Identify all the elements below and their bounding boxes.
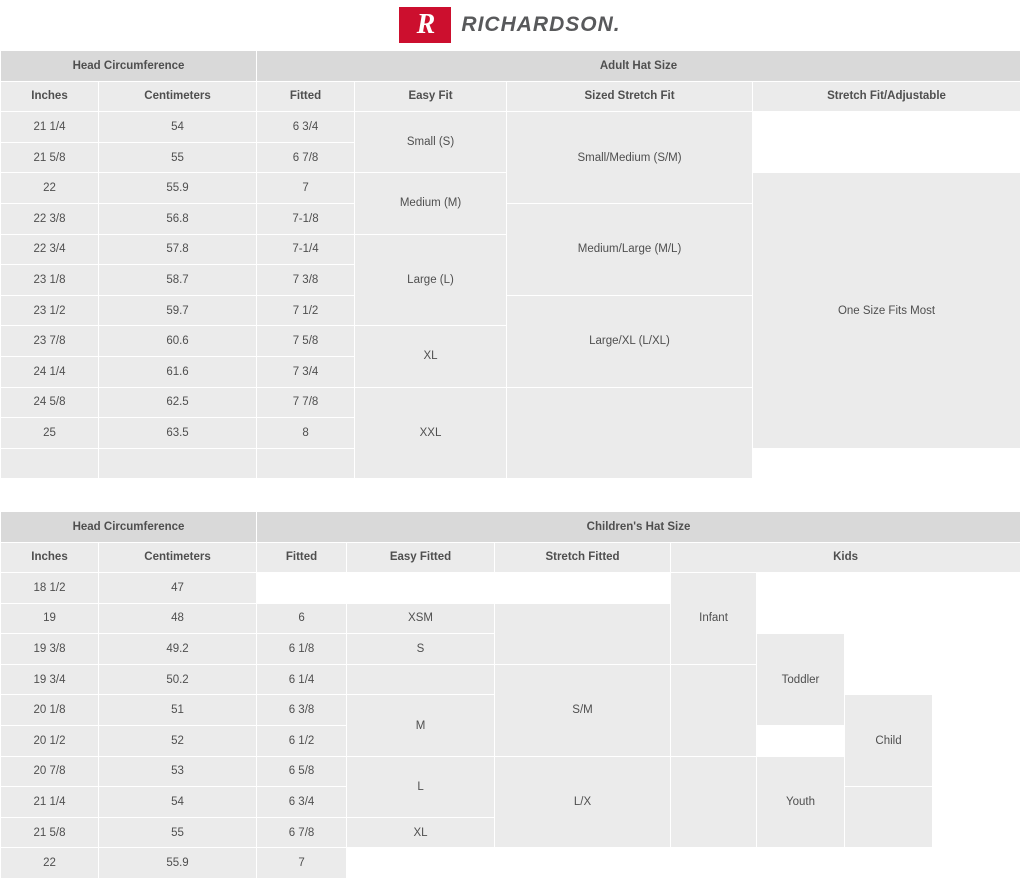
children-easy-fitted: XL <box>347 817 495 848</box>
children-kids-infant: Infant <box>671 573 757 665</box>
adult-group-header-row <box>1 51 1020 82</box>
children-inches: 18 1/2 <box>1 573 99 604</box>
adult-fitted: 7-1/4 <box>257 234 355 265</box>
adult-inches: 22 <box>1 173 99 204</box>
children-inches: 21 1/4 <box>1 787 99 818</box>
children-kids-child <box>845 573 933 604</box>
children-fitted: 6 7/8 <box>257 817 347 848</box>
adult-centimeters: 62.5 <box>99 387 257 418</box>
adult-fitted: 7 1/2 <box>257 295 355 326</box>
adult-hat-size-table <box>0 50 1020 479</box>
children-column-header-row <box>1 542 1020 573</box>
adult-col-inches: Inches <box>1 81 99 112</box>
children-centimeters: 53 <box>99 756 257 787</box>
adult-sized-stretch-fit: Small/Medium (S/M) <box>507 112 753 204</box>
children-easy-fitted <box>347 664 495 695</box>
adult-inches: 21 1/4 <box>1 112 99 143</box>
children-easy-fitted <box>347 848 495 879</box>
adult-centimeters: 60.6 <box>99 326 257 357</box>
adult-sized-stretch-fit: Large/XL (L/XL) <box>507 295 753 387</box>
adult-easy-fit: Large (L) <box>355 234 507 326</box>
table-row <box>1 603 1020 634</box>
children-stretch-fitted <box>495 603 671 664</box>
children-centimeters: 47 <box>99 573 257 604</box>
children-stretch-fitted: S/M <box>495 664 671 756</box>
table-row <box>1 573 1020 604</box>
adult-centimeters: 55 <box>99 142 257 173</box>
adult-inches: 22 3/8 <box>1 203 99 234</box>
adult-centimeters: 57.8 <box>99 234 257 265</box>
children-kids-child: Child <box>845 695 933 787</box>
children-fitted: 6 <box>257 603 347 634</box>
children-inches: 21 5/8 <box>1 817 99 848</box>
adult-centimeters: 54 <box>99 112 257 143</box>
children-centimeters: 49.2 <box>99 634 257 665</box>
adult-fitted: 6 3/4 <box>257 112 355 143</box>
brand-logo-bar <box>0 0 1020 50</box>
children-stretch-fitted <box>495 848 671 879</box>
children-group-head-circumference: Head Circumference <box>1 511 257 542</box>
adult-centimeters: 56.8 <box>99 203 257 234</box>
children-inches: 20 7/8 <box>1 756 99 787</box>
children-fitted: 6 3/8 <box>257 695 347 726</box>
children-kids-youth: Youth <box>757 756 845 848</box>
adult-group-head-circumference: Head Circumference <box>1 51 257 82</box>
children-centimeters: 50.2 <box>99 664 257 695</box>
children-fitted: 6 1/2 <box>257 726 347 757</box>
children-fitted <box>257 573 347 604</box>
adult-sized-stretch-fit <box>507 387 753 479</box>
children-inches: 20 1/2 <box>1 726 99 757</box>
adult-inches: 24 5/8 <box>1 387 99 418</box>
adult-easy-fit: XXL <box>355 387 507 479</box>
adult-easy-fit: Small (S) <box>355 112 507 173</box>
children-kids-youth <box>933 848 1020 879</box>
logo-mark-letter: R <box>417 11 435 39</box>
adult-stretch-fit-adjustable <box>753 112 1020 143</box>
children-kids-toddler <box>757 603 845 634</box>
adult-col-sized-stretch-fit: Sized Stretch Fit <box>507 81 753 112</box>
children-kids-child <box>845 603 933 634</box>
adult-fitted: 7 7/8 <box>257 387 355 418</box>
adult-col-centimeters: Centimeters <box>99 81 257 112</box>
children-kids-child <box>845 848 933 879</box>
children-col-centimeters: Centimeters <box>99 542 257 573</box>
richardson-wordmark: RICHARDSON. <box>461 13 620 37</box>
children-inches: 20 1/8 <box>1 695 99 726</box>
adult-centimeters: 61.6 <box>99 356 257 387</box>
table-row <box>1 112 1020 143</box>
children-kids-youth <box>933 634 1020 665</box>
children-col-easy-fitted: Easy Fitted <box>347 542 495 573</box>
children-fitted: 6 1/4 <box>257 664 347 695</box>
children-group-hat-size: Children's Hat Size <box>257 511 1020 542</box>
table-row <box>1 848 1020 879</box>
adult-sized-stretch-fit: Medium/Large (M/L) <box>507 203 753 295</box>
adult-inches: 22 3/4 <box>1 234 99 265</box>
adult-col-easy-fit: Easy Fit <box>355 81 507 112</box>
children-kids-toddler <box>757 573 845 604</box>
adult-inches: 25 <box>1 418 99 449</box>
children-fitted: 6 1/8 <box>257 634 347 665</box>
children-stretch-fitted <box>495 573 671 604</box>
children-inches: 22 <box>1 848 99 879</box>
children-easy-fitted: M <box>347 695 495 756</box>
adult-fitted <box>257 448 355 479</box>
adult-centimeters: 63.5 <box>99 418 257 449</box>
children-kids-youth <box>933 573 1020 604</box>
children-centimeters: 54 <box>99 787 257 818</box>
adult-inches: 21 5/8 <box>1 142 99 173</box>
children-inches: 19 <box>1 603 99 634</box>
children-kids-youth <box>933 695 1020 726</box>
children-hat-size-table <box>0 511 1020 879</box>
children-easy-fitted: S <box>347 634 495 665</box>
children-col-fitted: Fitted <box>257 542 347 573</box>
children-kids-toddler <box>757 848 845 879</box>
adult-easy-fit: XL <box>355 326 507 387</box>
children-col-stretch-fitted: Stretch Fitted <box>495 542 671 573</box>
children-kids-infant-filler <box>671 664 757 756</box>
children-kids-toddler: Toddler <box>757 634 845 726</box>
adult-easy-fit: Medium (M) <box>355 173 507 234</box>
adult-inches <box>1 448 99 479</box>
adult-stretch-fit-adjustable: One Size Fits Most <box>753 173 1020 448</box>
children-easy-fitted: XSM <box>347 603 495 634</box>
children-centimeters: 51 <box>99 695 257 726</box>
adult-stretch-fit-adjustable <box>753 448 1020 479</box>
adult-centimeters <box>99 448 257 479</box>
adult-fitted: 7 5/8 <box>257 326 355 357</box>
children-col-kids: Kids <box>671 542 1020 573</box>
children-centimeters: 52 <box>99 726 257 757</box>
children-kids-youth <box>933 664 1020 695</box>
children-kids-youth <box>933 603 1020 634</box>
adult-fitted: 7-1/8 <box>257 203 355 234</box>
children-col-inches: Inches <box>1 542 99 573</box>
table-spacer <box>0 479 1020 511</box>
adult-col-fitted: Fitted <box>257 81 355 112</box>
children-kids-child <box>845 664 933 695</box>
adult-fitted: 6 7/8 <box>257 142 355 173</box>
adult-centimeters: 55.9 <box>99 173 257 204</box>
adult-fitted: 7 3/8 <box>257 265 355 296</box>
adult-group-hat-size: Adult Hat Size <box>257 51 1020 82</box>
richardson-logo-mark <box>399 7 451 43</box>
adult-stretch-fit-adjustable <box>753 142 1020 173</box>
adult-fitted: 7 3/4 <box>257 356 355 387</box>
children-centimeters: 55.9 <box>99 848 257 879</box>
children-inches: 19 3/8 <box>1 634 99 665</box>
children-kids-toddler-filler <box>671 756 757 848</box>
spacer-cell <box>1 480 1020 511</box>
children-group-header-row <box>1 511 1020 542</box>
children-fitted: 6 3/4 <box>257 787 347 818</box>
children-fitted: 7 <box>257 848 347 879</box>
adult-column-header-row <box>1 81 1020 112</box>
table-row <box>1 664 1020 695</box>
adult-inches: 23 1/2 <box>1 295 99 326</box>
children-inches: 19 3/4 <box>1 664 99 695</box>
adult-centimeters: 58.7 <box>99 265 257 296</box>
adult-inches: 24 1/4 <box>1 356 99 387</box>
children-easy-fitted: L <box>347 756 495 817</box>
children-kids-infant <box>671 848 757 879</box>
children-kids-child <box>845 634 933 665</box>
children-centimeters: 48 <box>99 603 257 634</box>
adult-inches: 23 7/8 <box>1 326 99 357</box>
adult-col-stretch-fit-adjustable: Stretch Fit/Adjustable <box>753 81 1020 112</box>
children-kids-youth <box>757 726 845 757</box>
children-kids-child-filler <box>845 787 933 848</box>
adult-centimeters: 59.7 <box>99 295 257 326</box>
adult-fitted: 7 <box>257 173 355 204</box>
children-fitted: 6 5/8 <box>257 756 347 787</box>
adult-inches: 23 1/8 <box>1 265 99 296</box>
adult-fitted: 8 <box>257 418 355 449</box>
children-easy-fitted <box>347 573 495 604</box>
children-stretch-fitted: L/X <box>495 756 671 848</box>
children-centimeters: 55 <box>99 817 257 848</box>
